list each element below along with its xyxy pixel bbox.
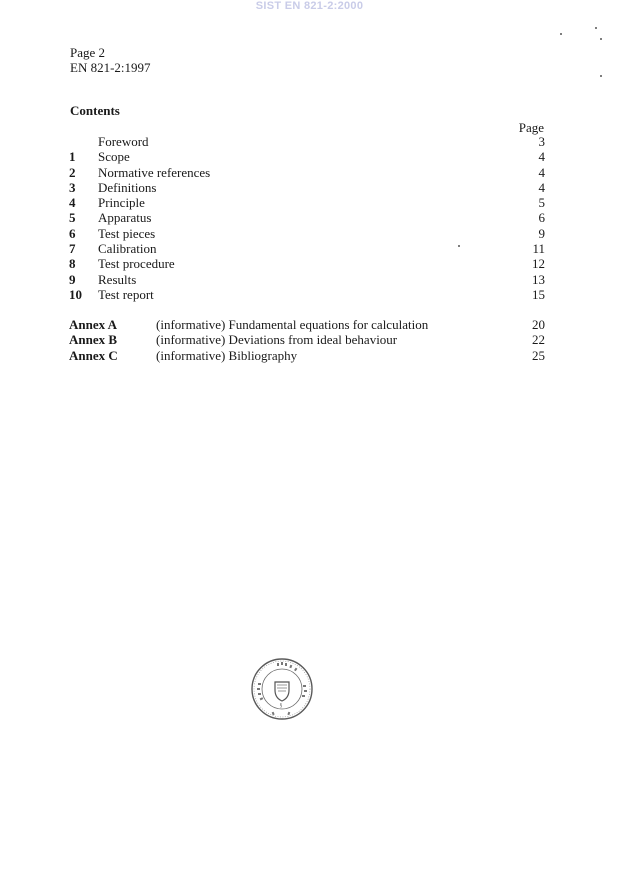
- toc-entry-number: 2: [69, 164, 76, 180]
- annex-title: (informative) Deviations from ideal behaviour: [156, 332, 398, 348]
- toc-entry-page: 4: [538, 149, 545, 165]
- toc-entry-title: Test pieces: [98, 225, 156, 241]
- toc-entry: [69, 226, 545, 241]
- toc-entry-number: 9: [69, 271, 76, 287]
- annex-entry: [69, 317, 545, 332]
- toc-entry-number: 3: [69, 179, 76, 195]
- watermark: SIST EN 821-2:2000: [255, 0, 364, 12]
- scan-speck: [560, 33, 562, 35]
- scan-speck: [600, 38, 602, 40]
- toc-entry-page: 4: [538, 164, 545, 180]
- annex-page: 22: [532, 332, 545, 348]
- toc-entry-title: Normative references: [98, 164, 211, 180]
- annex-title: (informative) Fundamental equations for calculation: [156, 317, 429, 332]
- annex-entry: [69, 348, 545, 363]
- scan-speck: [458, 245, 460, 247]
- annex-label: Annex C: [69, 347, 118, 363]
- annex-page: 20: [532, 317, 545, 332]
- annex-title: (informative) Bibliography: [156, 347, 298, 363]
- toc-entry-page: 13: [532, 271, 545, 287]
- toc-entry-page: 12: [532, 256, 545, 272]
- toc-entry: [69, 287, 545, 302]
- toc-entry: [69, 272, 545, 287]
- page-number: Page 2: [70, 45, 106, 60]
- toc-entry-title: Calibration: [98, 241, 157, 257]
- toc-entry-title: Foreword: [98, 134, 149, 149]
- toc-entry: [69, 165, 545, 180]
- toc-entry: [69, 256, 545, 271]
- toc-entry-number: 5: [69, 210, 76, 226]
- standard-designation: EN 821-2:1997: [70, 60, 151, 75]
- annex-entry: [69, 332, 545, 347]
- toc-entry-number: 8: [69, 256, 76, 272]
- toc-entry-title: Scope: [98, 149, 130, 165]
- annex-label: Annex A: [69, 317, 118, 332]
- annex-label: Annex B: [69, 332, 118, 348]
- toc-entry-title: Principle: [98, 195, 145, 211]
- page-header: [70, 45, 151, 75]
- toc-entry: [69, 134, 545, 149]
- toc-entry-page: 6: [538, 210, 545, 226]
- toc-entry: [69, 180, 545, 195]
- annex-page: 25: [532, 347, 545, 363]
- toc-entry-number: 7: [69, 241, 76, 257]
- toc-entry-page: 5: [538, 195, 545, 211]
- toc-entry-title: Apparatus: [98, 210, 152, 226]
- toc-entry-number: 10: [69, 286, 82, 302]
- toc-entry-title: Definitions: [98, 179, 157, 195]
- annex-list: [69, 317, 545, 363]
- scan-speck: [595, 27, 597, 29]
- page-column-label: Page: [518, 120, 544, 135]
- toc-entry-title: Results: [98, 271, 137, 287]
- toc-entry-page: 3: [538, 134, 545, 149]
- toc-entry-title: Test report: [98, 286, 154, 302]
- toc-entry: [69, 149, 545, 164]
- toc-entry: [69, 241, 545, 256]
- toc-entry-number: 4: [69, 195, 76, 211]
- official-seal-stamp-icon: [250, 657, 314, 721]
- toc-entry-number: 6: [69, 225, 76, 241]
- scan-speck: [600, 75, 602, 77]
- toc-entry-page: 15: [532, 286, 545, 302]
- toc-entry-title: Test procedure: [98, 256, 175, 272]
- toc-entry-page: 4: [538, 179, 545, 195]
- contents-title: Contents: [70, 103, 120, 118]
- table-of-contents: [69, 134, 545, 302]
- toc-entry-number: 1: [69, 149, 76, 165]
- toc-entry-page: 9: [538, 225, 545, 241]
- svg-text:§: §: [279, 703, 283, 709]
- toc-entry: [69, 210, 545, 225]
- toc-entry: [69, 195, 545, 210]
- toc-entry-page: 11: [532, 241, 545, 257]
